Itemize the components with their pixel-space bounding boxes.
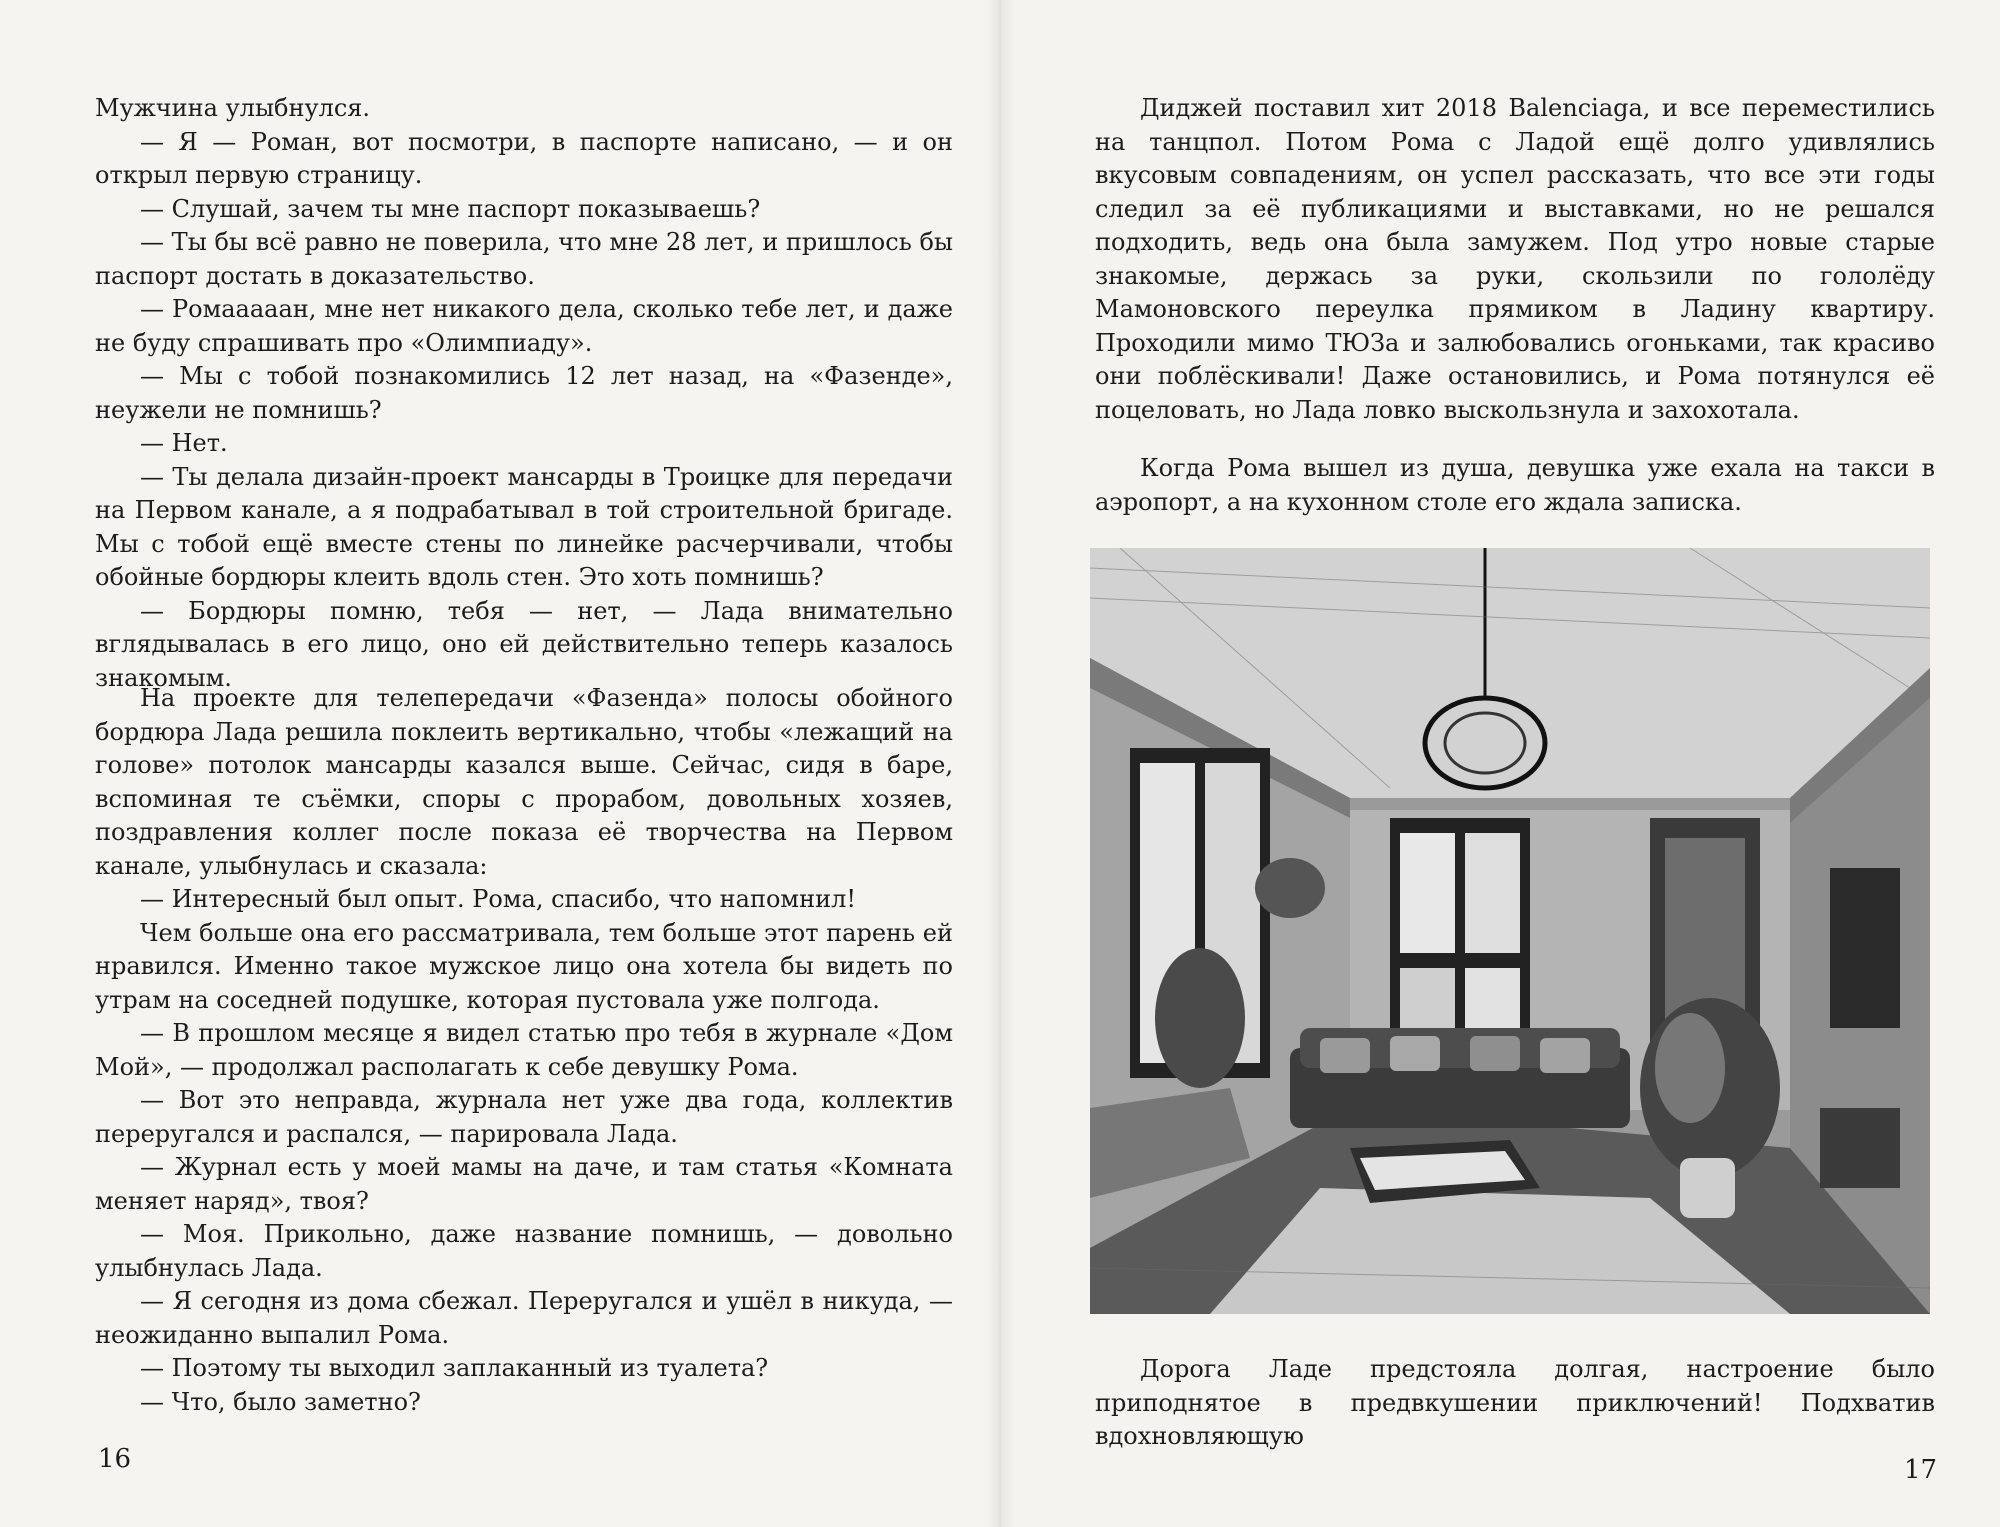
cushion [1390,1036,1440,1071]
paragraph: — Нет. [140,429,228,457]
narrative-block [1095,452,1935,519]
paragraph: Когда Рома вышел из душа, девушка уже ехала на такси в аэропорт, а на кухонном столе его ждала записка. [1095,454,1935,516]
paragraph: — Слушай, зачем ты мне паспорт показываешь? [140,194,761,223]
paragraph: — Моя. Прикольно, даже название помнишь, — довольно улыбнулась Лада. [95,1220,953,1282]
cushion [1540,1038,1590,1073]
paragraph: — Ты делала дизайн-проект мансарды в Троицке для передачи на Первом канале, а я подрабатывал в той строительной бригаде. Мы с тобой ещё вместе стены по линейке расчерчивали, чтобы обойные бордюры клеить вдоль стен. Это хоть помнишь? [95,462,953,591]
living-room-drawing [1090,548,1930,1314]
cushion [1470,1036,1520,1071]
dialogue-block [95,92,953,695]
paragraph: На проекте для телепередачи «Фазенда» полосы обойного бордюра Лада решила поклеить вертикально, чтобы «лежащий на голове» потолок мансарды казался выше. Сейчас, сидя в баре, вспоминая те съёмки, споры с прорабом, довольных хозяев, поздравления коллег после показа её творчества на Первом канале, улыбнулась и сказала: [95,684,953,880]
page-number: 17 [1904,1455,1938,1485]
plant-pot [1680,1158,1735,1218]
cushion [1320,1038,1370,1073]
side-table [1820,1108,1900,1188]
paragraph: — Что, было заметно? [140,1387,421,1416]
paragraph: Мужчина улыбнулся. [95,94,371,122]
paragraph: Чем больше она его рассматривала, тем больше этот парень ей нравился. Именно такое мужское лицо она хотела бы видеть по утрам на соседней подушке, которая пустовала уже полгода. [95,918,953,1014]
narrative-block [1095,1353,1935,1454]
paragraph: — Журнал есть у моей мамы на даче, и там статья «Комната меняет наряд», твоя? [95,1153,953,1215]
paragraph: — Мы с тобой познакомились 12 лет назад, на «Фазенде», неужели не помнишь? [95,362,953,424]
narrative-block [1095,92,1935,427]
page-number: 16 [98,1444,132,1474]
paragraph: Дорога Ладе предстояла долгая, настроение было приподнятое в предвкушении приключений! Подхватив вдохновляющую [1095,1355,1935,1450]
living-room-illustration [1090,548,1930,1314]
paragraph: — В прошлом месяце я видел статью про тебя в журнале «Дом Мой», — продолжал располагать к себе девушку Рома. [95,1019,953,1081]
plant [1155,948,1245,1088]
paragraph: — Поэтому ты выходил заплаканный из туалета? [140,1354,769,1382]
paragraph: — Интересный был опыт. Рома, спасибо, что напомнил! [140,885,856,913]
paragraph: — Бордюры помню, тебя — нет, — Лада внимательно вглядывалась в его лицо, оно ей действительно теперь казалось знакомым. [95,596,953,692]
narrative-block [95,682,953,1419]
paragraph: — Вот это неправда, журнала нет уже два года, коллектив переругался и распался, — парировала Лада. [95,1086,953,1148]
wall-mirror [1830,868,1900,1028]
paragraph: — Я — Роман, вот посмотри, в паспорте написано, — и он открыл первую страницу. [95,127,953,189]
paragraph: — Я сегодня из дома сбежал. Переругался и ушёл в никуда, — неожиданно выпалил Рома. [95,1287,953,1349]
right-page [1000,0,2000,1527]
plant [1255,858,1325,918]
paragraph: — Ты бы всё равно не поверила, что мне 28 лет, и пришлось бы паспорт достать в доказательство. [95,228,953,290]
book-gutter [985,0,1015,1527]
paragraph: Диджей поставил хит 2018 Balenciaga, и все переместились на танцпол. Потом Рома с Ладой ещё долго удивлялись вкусовым совпадениям, он успел рассказать, что все эти годы следил за её публикациями и выставками, но не решался подходить, ведь она была замужем. Под утро новые старые знакомые, держась за руки, скользили по гололёду Мамоновского переулка прямиком в Ладину квартиру. Проходили мимо ТЮЗа и залюбовались огоньками, так красиво они поблёскивали! Даже остановились, и Рома потянулся её поцеловать, но Лада ловко выскользнула и захохотала. [1095,94,1935,424]
paragraph: — Ромааааан, мне нет никакого дела, сколько тебе лет, и даже не буду спрашивать про «Олимпиаду». [95,295,953,357]
